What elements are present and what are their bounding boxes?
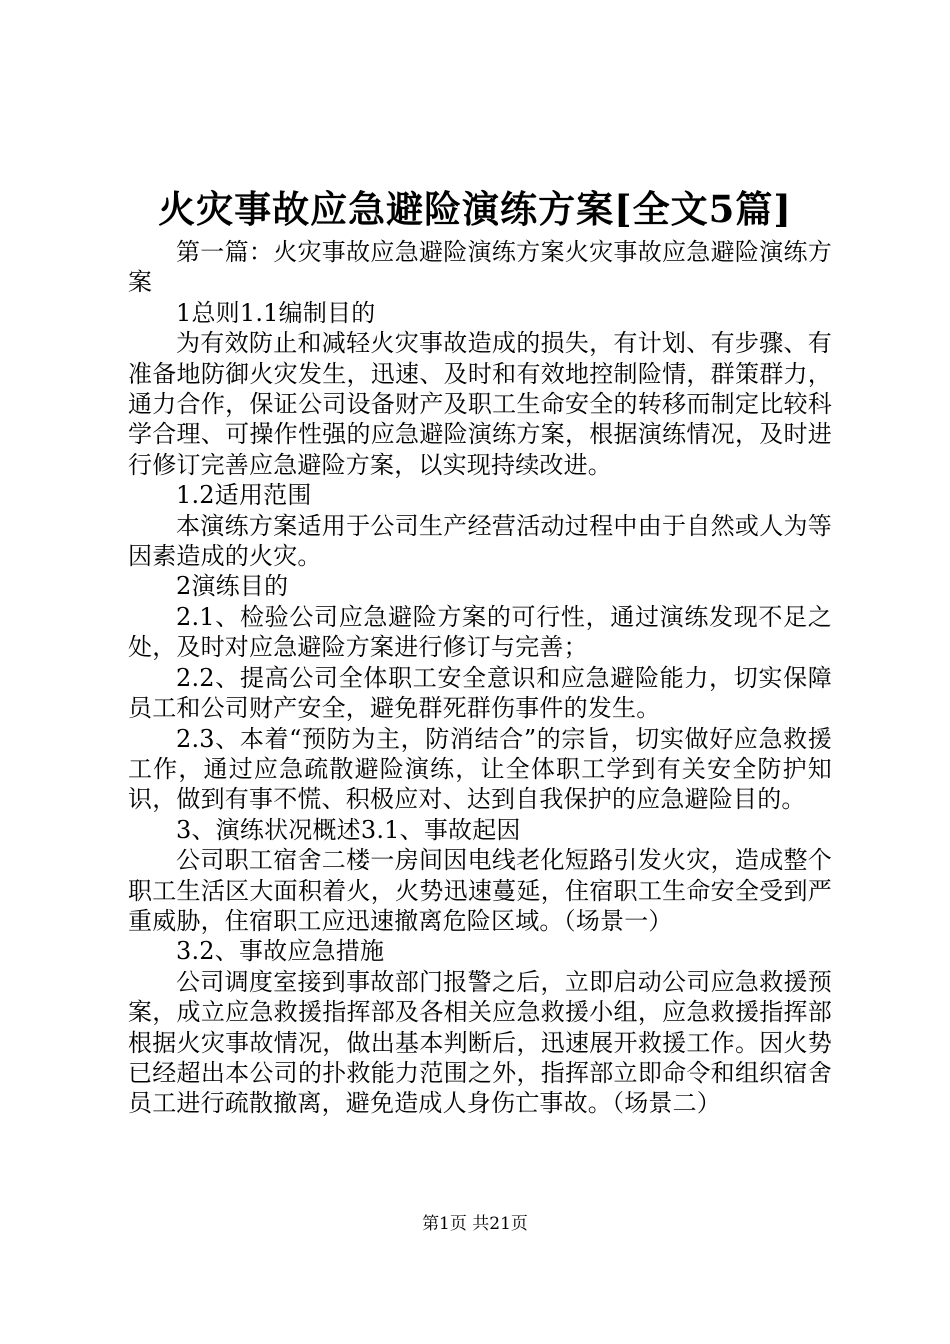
section-heading: 3、演练状况概述3.1、事故起因	[176, 815, 521, 844]
paragraph: 为有效防止和减轻火灾事故造成的损失，有计划、有步骤、有准备地防御火灾发生，迅速、及时和有效地控制险情，群策群力，通力合作，保证公司设备财产及职工生命安全的转移而制定比较科学合理、可操作性强的应急避险演练方案，根据演练情况，及时进行修订完善应急避险方案，以实现持续改进。	[128, 329, 832, 479]
paragraph: 2.3、本着“预防为主，防消结合”的宗旨，切实做好应急救援工作，通过应急疏散避险演练，让全体职工学到有关安全防护知识，做到有事不慌、积极应对、达到自我保护的应急避险目的。	[128, 724, 832, 814]
paragraph: 2.2、提高公司全体职工安全意识和应急避险能力，切实保障员工和公司财产安全，避免群死群伤事件的发生。	[128, 663, 832, 723]
page-number-footer: 第1页 共21页	[422, 1214, 528, 1234]
document-body	[128, 237, 832, 1119]
paragraph: 公司调度室接到事故部门报警之后，立即启动公司应急救援预案，成立应急救援指挥部及各相关应急救援小组，应急救援指挥部根据火灾事故情况，做出基本判断后，迅速展开救援工作。因火势已经超出本公司的扑救能力范围之外，指挥部立即命令和组织宿舍员工进行疏散撤离，避免造成人身伤亡事故。（场景二）	[128, 967, 832, 1118]
paragraph: 公司职工宿舍二楼一房间因电线老化短路引发火灾，造成整个职工生活区大面积着火，火势迅速蔓延，住宿职工生命安全受到严重威胁，住宿职工应迅速撤离危险区域。（场景一）	[128, 846, 832, 935]
section-heading: 3.2、事故应急措施	[176, 937, 385, 966]
section-heading: 1总则1.1编制目的	[176, 298, 376, 327]
paragraph: 第一篇：火灾事故应急避险演练方案火灾事故应急避险演练方案	[128, 238, 832, 297]
paragraph: 2.1、检验公司应急避险方案的可行性，通过演练发现不足之处，及时对应急避险方案进行修订与完善；	[128, 602, 832, 662]
section-heading: 1.2适用范围	[176, 481, 312, 510]
paragraph: 本演练方案适用于公司生产经营活动过程中由于自然或人为等因素造成的火灾。	[128, 511, 832, 571]
section-heading: 2演练目的	[176, 572, 289, 601]
document-title: 火灾事故应急避险演练方案[全文5篇]	[158, 187, 792, 231]
